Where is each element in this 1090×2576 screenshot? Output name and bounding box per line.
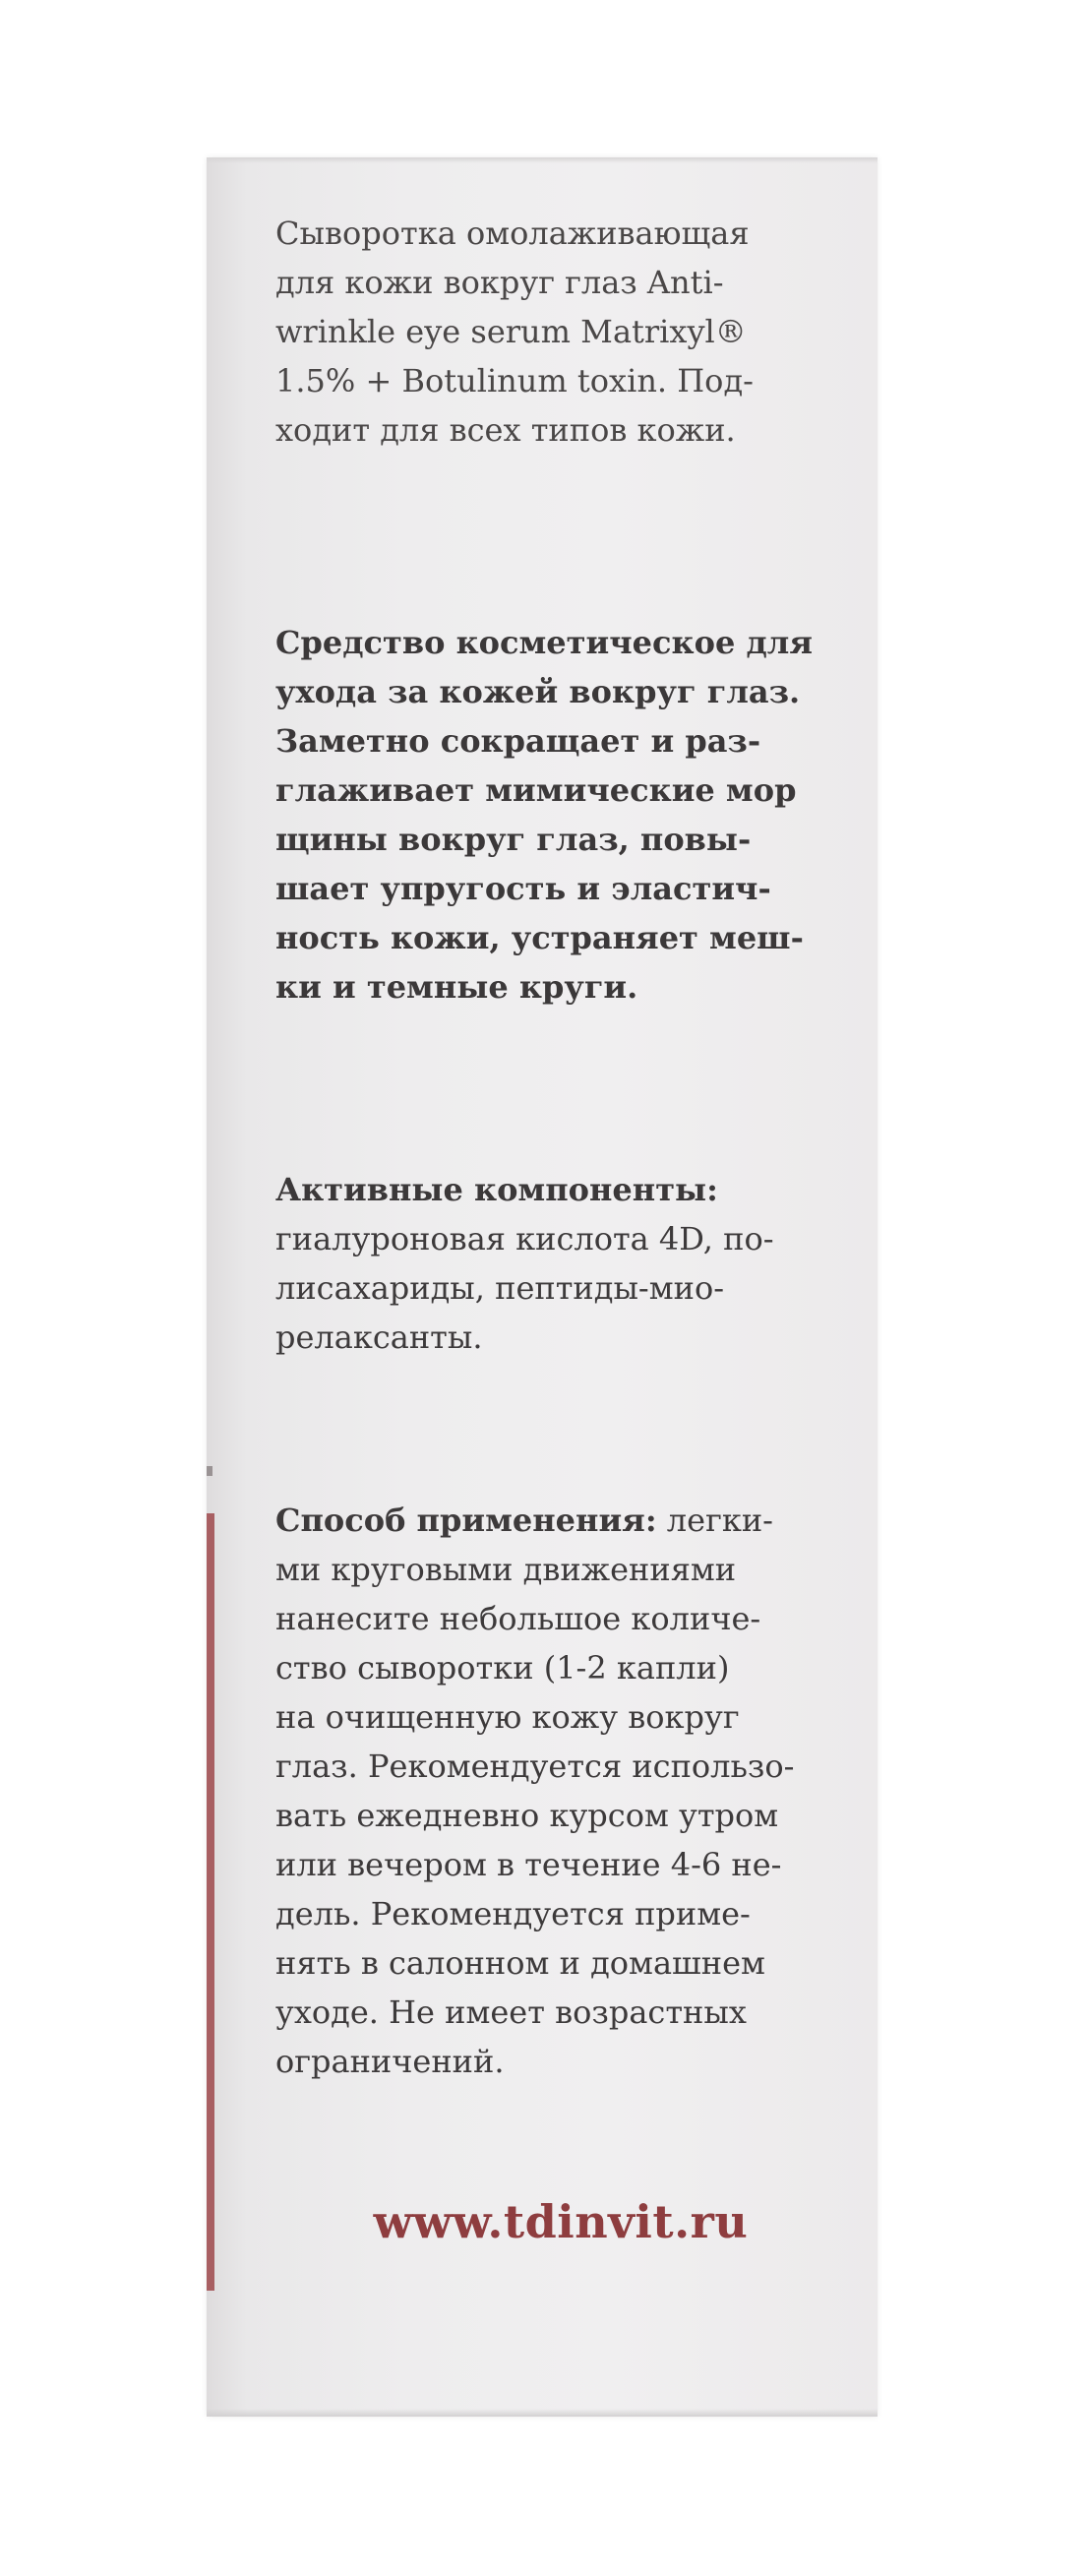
- box-edge-notch: [207, 1466, 212, 1476]
- product-description-text: Средство косметическое для ухода за кожей вокруг глаз. Заметно сокращает и раз- глаживает мимические мор щины вокруг глаз, повы- шает упругость и эластич- ность кожи, устраняет меш- ки и темные круги.: [275, 624, 813, 1006]
- usage-label: Способ применения:: [275, 1502, 657, 1539]
- box-edge-color-stripe: [207, 1513, 214, 2291]
- usage-text: легки- ми круговыми движениями нанесите небольшое количе- ство сыворотки (1-2 капли) на очищенную кожу вокруг глаз. Рекомендуется использо- вать ежедневно курсом утром или вечером в течение 4-6 не- дель. Рекомендуется приме- нять в салонном и домашнем уходе. Не имеет возрастных ограничений.: [275, 1502, 795, 2080]
- active-components-text: гиалуроновая кислота 4D, по- лисахариды, пептиды-мио- релаксанты.: [275, 1220, 774, 1356]
- website-url: www.tdinvit.ru: [373, 2195, 749, 2248]
- usage-instructions: [275, 1496, 846, 2086]
- panel-bottom-edge: [207, 2409, 878, 2417]
- active-components-label: Активные компоненты:: [275, 1171, 718, 1208]
- product-intro-text: Сыворотка омолаживающая для кожи вокруг глаз Anti- wrinkle eye serum Matrixyl® 1.5% + Botulinum toxin. Под- ходит для всех типов кожи.: [275, 215, 754, 449]
- panel-top-edge: [207, 157, 878, 163]
